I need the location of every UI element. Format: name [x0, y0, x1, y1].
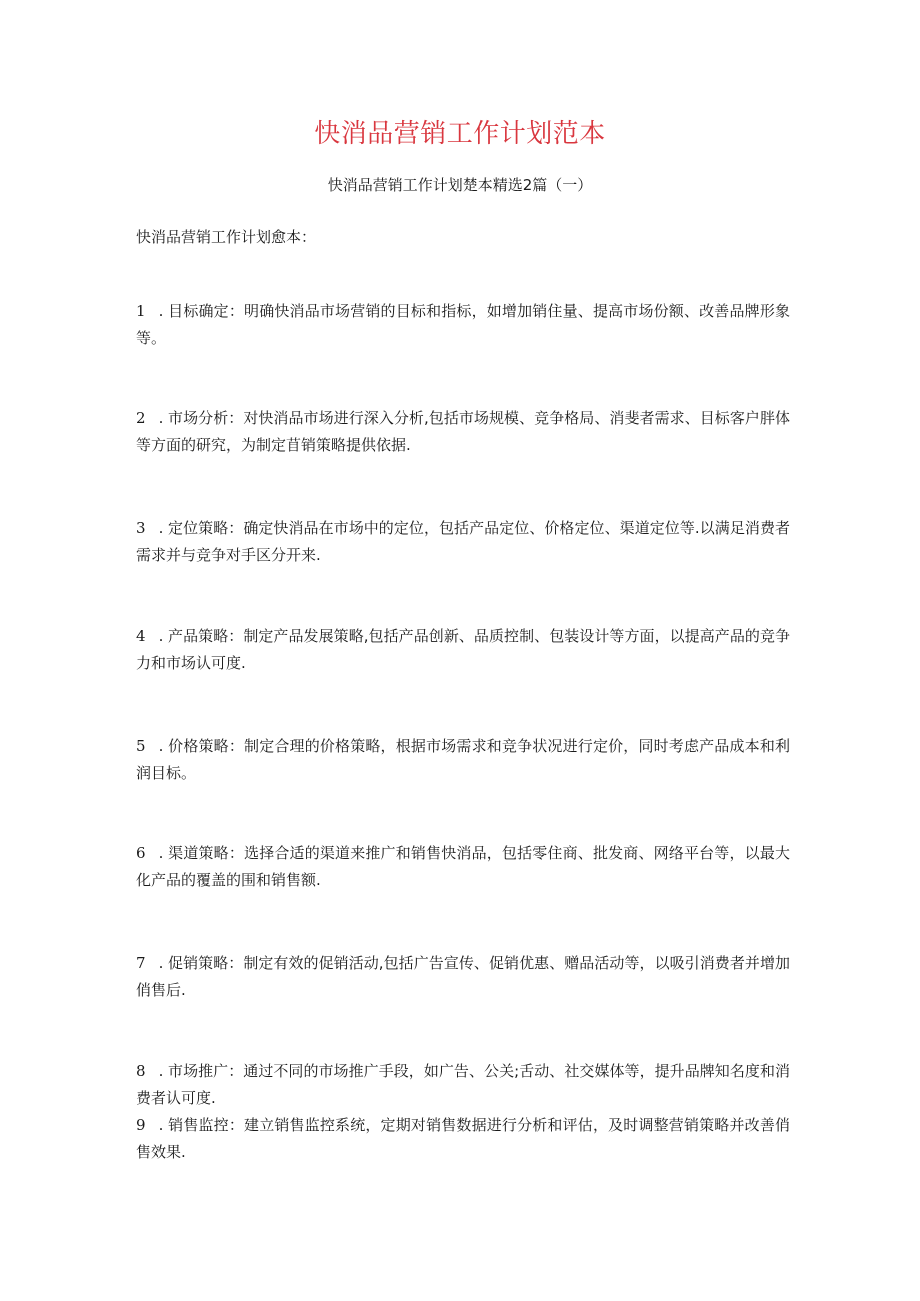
item-text: 目标确定：明确快消品市场营销的目标和指标，如增加销住量、提高市场份额、改善品牌形象等。 — [136, 302, 790, 347]
list-item — [136, 840, 790, 894]
item-separator: . — [158, 844, 164, 862]
item-separator: . — [158, 954, 164, 972]
item-number: 4 — [136, 627, 146, 645]
item-text: 渠道策略：选择合适的渠道来推广和销售快消品，包括零住商、批发商、网络平台等，以最大化产品的覆盖的围和销售额. — [136, 844, 790, 889]
item-number: 8 — [136, 1062, 146, 1080]
document-title: 快消品营销工作计划范本 — [314, 119, 606, 149]
item-text: 市场推广：通过不同的市场推广手段，如广告、公关;舌动、社交媒体等，提升品牌知名度和消费者认可度. — [136, 1062, 790, 1107]
item-number: 6 — [136, 844, 146, 862]
list-item — [136, 1112, 790, 1166]
list-item — [136, 405, 790, 459]
item-separator: . — [158, 627, 164, 645]
item-separator: . — [158, 409, 164, 427]
list-item — [136, 733, 790, 787]
item-text: 促销策略：制定有效的促销活动,包括广告宣传、促销优惠、赠品活动等，以吸引消费者并增加俏售后. — [136, 954, 790, 999]
intro-line: 快消品营销工作计划愈本： — [136, 228, 317, 246]
list-item — [136, 515, 790, 569]
list-item — [136, 1058, 790, 1112]
list-item — [136, 623, 790, 677]
list-item — [136, 298, 790, 352]
item-number: 1 — [136, 302, 146, 320]
item-number: 5 — [136, 737, 146, 755]
item-text: 销售监控：建立销售监控系统，定期对销售数据进行分析和评估，及时调整营销策略并改善俏售效果. — [136, 1116, 790, 1161]
document-subtitle: 快消品营销工作计划楚本精选2篇（一） — [327, 176, 593, 194]
item-separator: . — [158, 519, 164, 537]
item-number: 3 — [136, 519, 146, 537]
item-text: 定位策略：确定快消品在市场中的定位，包括产品定位、价格定位、渠道定位等.以满足消费者需求并与竞争对手区分开来. — [136, 519, 790, 564]
item-text: 价格策略：制定合理的价格策略，根据市场需求和竞争状况进行定价，同时考虑产品成本和利润目标。 — [136, 737, 790, 782]
item-text: 市场分析：对快消品市场进行深入分析,包括市场规模、竞争格局、消斐者需求、目标客户胖体等方面的研究，为制定苜销策略提供依据. — [136, 409, 790, 454]
item-number: 9 — [136, 1116, 146, 1134]
list-item — [136, 950, 790, 1004]
item-separator: . — [158, 1116, 164, 1134]
item-number: 7 — [136, 954, 146, 972]
item-text: 产品策略：制定产品发展策略,包括产品创新、品质控制、包装设计等方面，以提高产品的竞争力和市场认可度. — [136, 627, 790, 672]
item-separator: . — [158, 1062, 164, 1080]
item-separator: . — [158, 737, 164, 755]
item-separator: . — [158, 302, 164, 320]
item-number: 2 — [136, 409, 146, 427]
